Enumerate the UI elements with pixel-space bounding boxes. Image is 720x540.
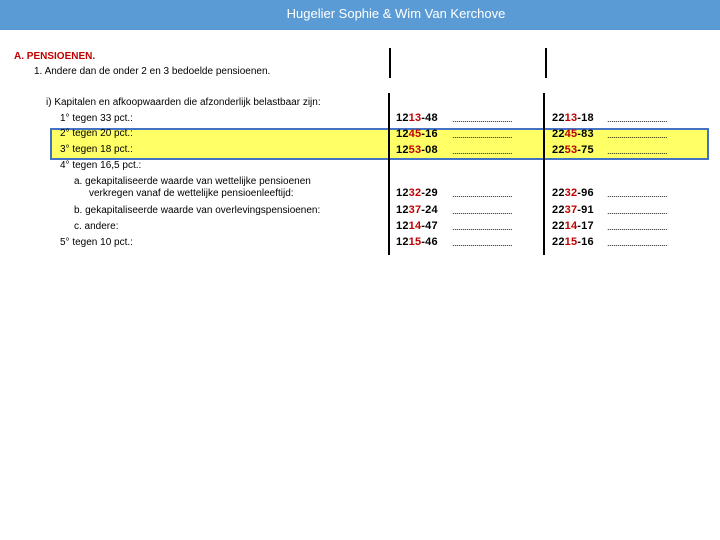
code-mid: 45 [564, 128, 578, 140]
code-mid: 15 [564, 236, 578, 248]
code-mid: 37 [564, 204, 578, 216]
code-prefix: 22 [552, 236, 565, 248]
code-prefix: 22 [552, 144, 565, 156]
row-label: 2° tegen 20 pct.: [60, 128, 133, 139]
column-divider-top-1 [389, 48, 391, 78]
code-prefix: 12 [396, 204, 409, 216]
code-suffix: -18 [577, 112, 594, 124]
row-label: 5° tegen 10 pct.: [60, 237, 133, 248]
dotted-field[interactable]: .............................. [452, 146, 513, 156]
dotted-field[interactable]: .............................. [607, 146, 668, 156]
dotted-field[interactable]: .............................. [452, 206, 513, 216]
code-mid: 32 [564, 187, 578, 199]
dotted-field[interactable]: .............................. [452, 238, 513, 248]
dotted-field[interactable]: .............................. [607, 130, 668, 140]
code-col1 [396, 112, 438, 124]
code-prefix: 12 [396, 187, 409, 199]
code-mid: 13 [564, 112, 578, 124]
code-prefix: 12 [396, 236, 409, 248]
title-bar [0, 0, 720, 30]
code-col1 [396, 204, 438, 216]
code-col2 [552, 187, 594, 199]
column-divider-1 [388, 93, 390, 255]
code-suffix: -48 [421, 112, 438, 124]
section-subheading: 1. Andere dan de onder 2 en 3 bedoelde pensioenen. [34, 66, 271, 77]
code-prefix: 12 [396, 144, 409, 156]
header-title: Hugelier Sophie & Wim Van Kerchove [286, 6, 506, 21]
code-mid: 53 [564, 144, 578, 156]
code-prefix: 12 [396, 128, 409, 140]
code-mid: 13 [408, 112, 422, 124]
code-col2 [552, 112, 594, 124]
intro-label: i) Kapitalen en afkoopwaarden die afzonderlijk belastbaar zijn: [46, 97, 321, 108]
dotted-field[interactable]: .............................. [452, 114, 513, 124]
code-col1 [396, 236, 438, 248]
dotted-field[interactable]: .............................. [607, 206, 668, 216]
code-suffix: -08 [421, 144, 438, 156]
column-divider-2 [543, 93, 545, 255]
column-divider-top-2 [545, 48, 547, 78]
row-label: 1° tegen 33 pct.: [60, 113, 133, 124]
row-label: c. andere: [74, 221, 119, 232]
row-label: b. gekapitaliseerde waarde van overlevingspensioenen: [74, 205, 321, 216]
code-prefix: 22 [552, 128, 565, 140]
code-suffix: -17 [577, 220, 594, 232]
row-label: a. gekapitaliseerde waarde van wettelijke pensioenen [74, 176, 311, 187]
row-label-continued: verkregen vanaf de wettelijke pensioenleeftijd: [89, 188, 294, 199]
section-heading: A. PENSIOENEN. [14, 51, 96, 62]
code-suffix: -47 [421, 220, 438, 232]
dotted-field[interactable]: .............................. [452, 189, 513, 199]
code-mid: 37 [408, 204, 422, 216]
dotted-field[interactable]: .............................. [607, 114, 668, 124]
code-mid: 32 [408, 187, 422, 199]
code-suffix: -16 [577, 236, 594, 248]
code-col1 [396, 187, 438, 199]
code-suffix: -91 [577, 204, 594, 216]
code-suffix: -83 [577, 128, 594, 140]
code-col1 [396, 144, 438, 156]
dotted-field[interactable]: .............................. [452, 130, 513, 140]
code-suffix: -24 [421, 204, 438, 216]
code-mid: 45 [408, 128, 422, 140]
dotted-field[interactable]: .............................. [452, 222, 513, 232]
code-col2 [552, 204, 594, 216]
dotted-field[interactable]: .............................. [607, 222, 668, 232]
code-prefix: 22 [552, 220, 565, 232]
code-prefix: 22 [552, 187, 565, 199]
code-prefix: 12 [396, 112, 409, 124]
code-mid: 15 [408, 236, 422, 248]
code-col2 [552, 144, 594, 156]
code-prefix: 22 [552, 112, 565, 124]
code-mid: 14 [408, 220, 422, 232]
code-col1 [396, 128, 438, 140]
code-col1 [396, 220, 438, 232]
code-prefix: 12 [396, 220, 409, 232]
code-col2 [552, 128, 594, 140]
code-col2 [552, 220, 594, 232]
code-prefix: 22 [552, 204, 565, 216]
code-suffix: -16 [421, 128, 438, 140]
code-suffix: -75 [577, 144, 594, 156]
code-suffix: -46 [421, 236, 438, 248]
code-col2 [552, 236, 594, 248]
row-label: 3° tegen 18 pct.: [60, 144, 133, 155]
code-mid: 14 [564, 220, 578, 232]
code-suffix: -29 [421, 187, 438, 199]
code-suffix: -96 [577, 187, 594, 199]
dotted-field[interactable]: .............................. [607, 238, 668, 248]
dotted-field[interactable]: .............................. [607, 189, 668, 199]
row-label: 4° tegen 16,5 pct.: [60, 160, 142, 171]
code-mid: 53 [408, 144, 422, 156]
